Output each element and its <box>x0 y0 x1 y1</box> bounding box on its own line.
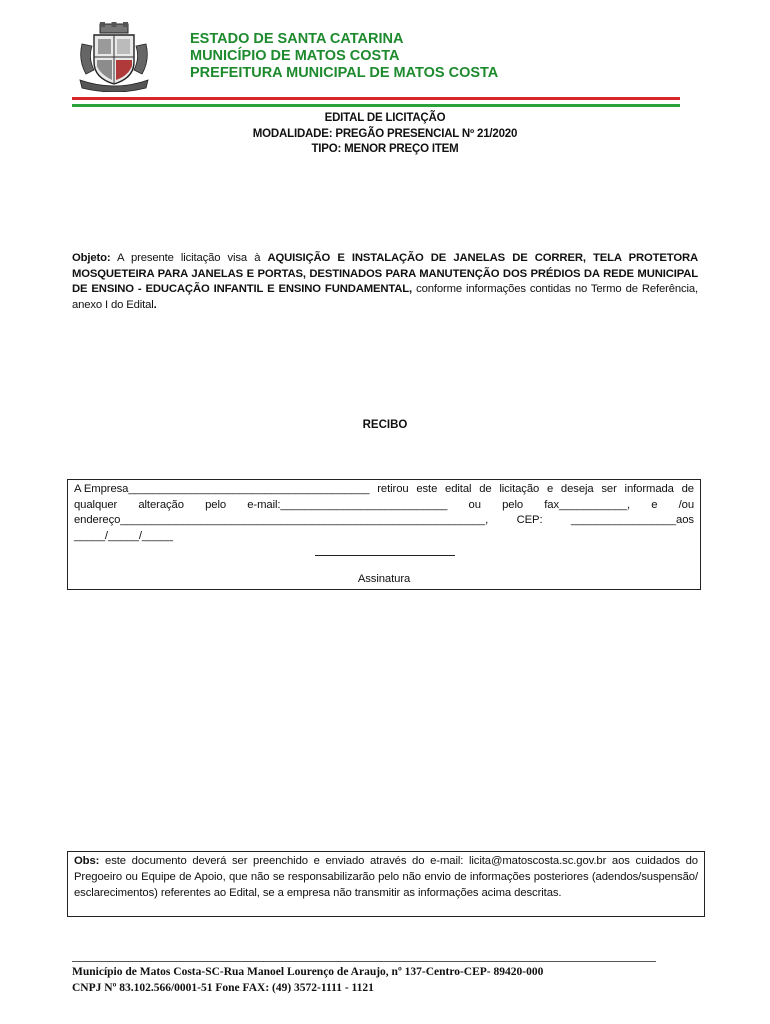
objeto-label: Objeto: <box>72 252 111 264</box>
recibo-line-2 <box>74 498 694 514</box>
edital-title: EDITAL DE LICITAÇÃO <box>324 112 446 124</box>
edital-heading <box>72 111 698 158</box>
header-prefecture: PREFEITURA MUNICIPAL DE MATOS COSTA <box>190 65 499 81</box>
header-state: ESTADO DE SANTA CATARINA <box>190 31 404 47</box>
recibo-line-3 <box>74 513 694 529</box>
recibo-word: ou <box>468 498 481 511</box>
recibo-word: qualquer <box>74 498 118 511</box>
recibo-word: este <box>416 483 438 495</box>
recibo-date-field: _____/_____/_____ <box>74 530 173 543</box>
obs-label: Obs: <box>74 855 100 867</box>
footer-address: Município de Matos Costa-SC-Rua Manoel Lourenço de Araujo, nº 137-Centro-CEP- 89420-000 <box>72 966 544 978</box>
recibo-word: deseja <box>560 483 594 495</box>
recibo-address-field: endereço___________________________________________________________, <box>74 514 489 527</box>
footer-divider <box>72 961 656 962</box>
recibo-word: e <box>651 498 658 511</box>
recibo-word: /ou <box>678 498 694 511</box>
recibo-email-field: e-mail:___________________________ <box>247 498 448 511</box>
header-divider-green <box>72 104 680 107</box>
objeto-paragraph <box>72 251 698 314</box>
objeto-intro: A presente licitação visa à <box>110 252 268 264</box>
edital-modalidade: MODALIDADE: PREGÃO PRESENCIAL Nº 21/2020 <box>252 127 518 140</box>
recibo-cep-label: CEP: <box>516 514 543 527</box>
footer-contact: CNPJ Nº 83.102.566/0001-51 Fone FAX: (49) 3572-1111 - 1121 <box>72 982 374 994</box>
recibo-word: alteração <box>138 498 184 511</box>
recibo-word: retirou <box>377 483 409 495</box>
objeto-end: . <box>153 299 157 312</box>
recibo-word: A Empresa_______________________________________ <box>74 483 370 495</box>
recibo-word: e <box>546 483 554 495</box>
objeto-bold-text: AQUISIÇÃO E INSTALAÇÃO DE JANELAS DE CORRER, TELA PROTETORA MOSQUETEIRA PARA JANELAS E PORTAS, DESTINADOS PARA MANUTENÇÃO DOS PRÉDIOS DA REDE MUNICIPAL DE ENSINO - EDUCAÇÃO INFANTIL E ENSINO FUNDAMENTAL, <box>72 252 699 296</box>
recibo-fax-field: fax___________, <box>544 498 631 511</box>
objeto-rest: conforme informações contidas no Termo de Referência, anexo I do Edital <box>72 283 699 312</box>
edital-tipo: TIPO: MENOR PREÇO ITEM <box>311 143 459 155</box>
recibo-word: de <box>479 483 492 495</box>
recibo-title: RECIBO <box>362 419 408 431</box>
recibo-word: pelo <box>205 498 227 511</box>
recibo-line-1 <box>74 482 694 498</box>
recibo-word: informada <box>624 483 674 495</box>
signature-line <box>315 555 455 556</box>
recibo-word: ser <box>601 483 617 495</box>
recibo-word: licitação <box>499 483 540 495</box>
recibo-word: pelo <box>502 498 524 511</box>
recibo-word: edital <box>445 483 472 495</box>
signature-label: Assinatura <box>357 573 411 585</box>
recibo-cep-field: _________________aos <box>570 514 694 527</box>
header-divider-red <box>72 97 680 100</box>
footer <box>72 964 712 996</box>
obs-box <box>67 851 705 917</box>
municipality-header <box>190 31 690 82</box>
obs-text: este documento deverá ser preenchido e enviado através do e-mail: licita@matoscosta.sc.gov.br aos cuidados do Pregoeiro ou Equipe de Apoio, que não se responsabilizarão pelo não envio de informações posteriores (adendos/suspensão/ esclarecimentos) referentes ao Edital, se a empresa não transmitir as informações acima descritas. <box>74 855 698 899</box>
recibo-word: de <box>681 483 694 495</box>
header-municipality: MUNICÍPIO DE MATOS COSTA <box>190 48 400 64</box>
recibo-form-box <box>67 479 701 590</box>
municipal-coat-of-arms-icon <box>78 22 150 92</box>
